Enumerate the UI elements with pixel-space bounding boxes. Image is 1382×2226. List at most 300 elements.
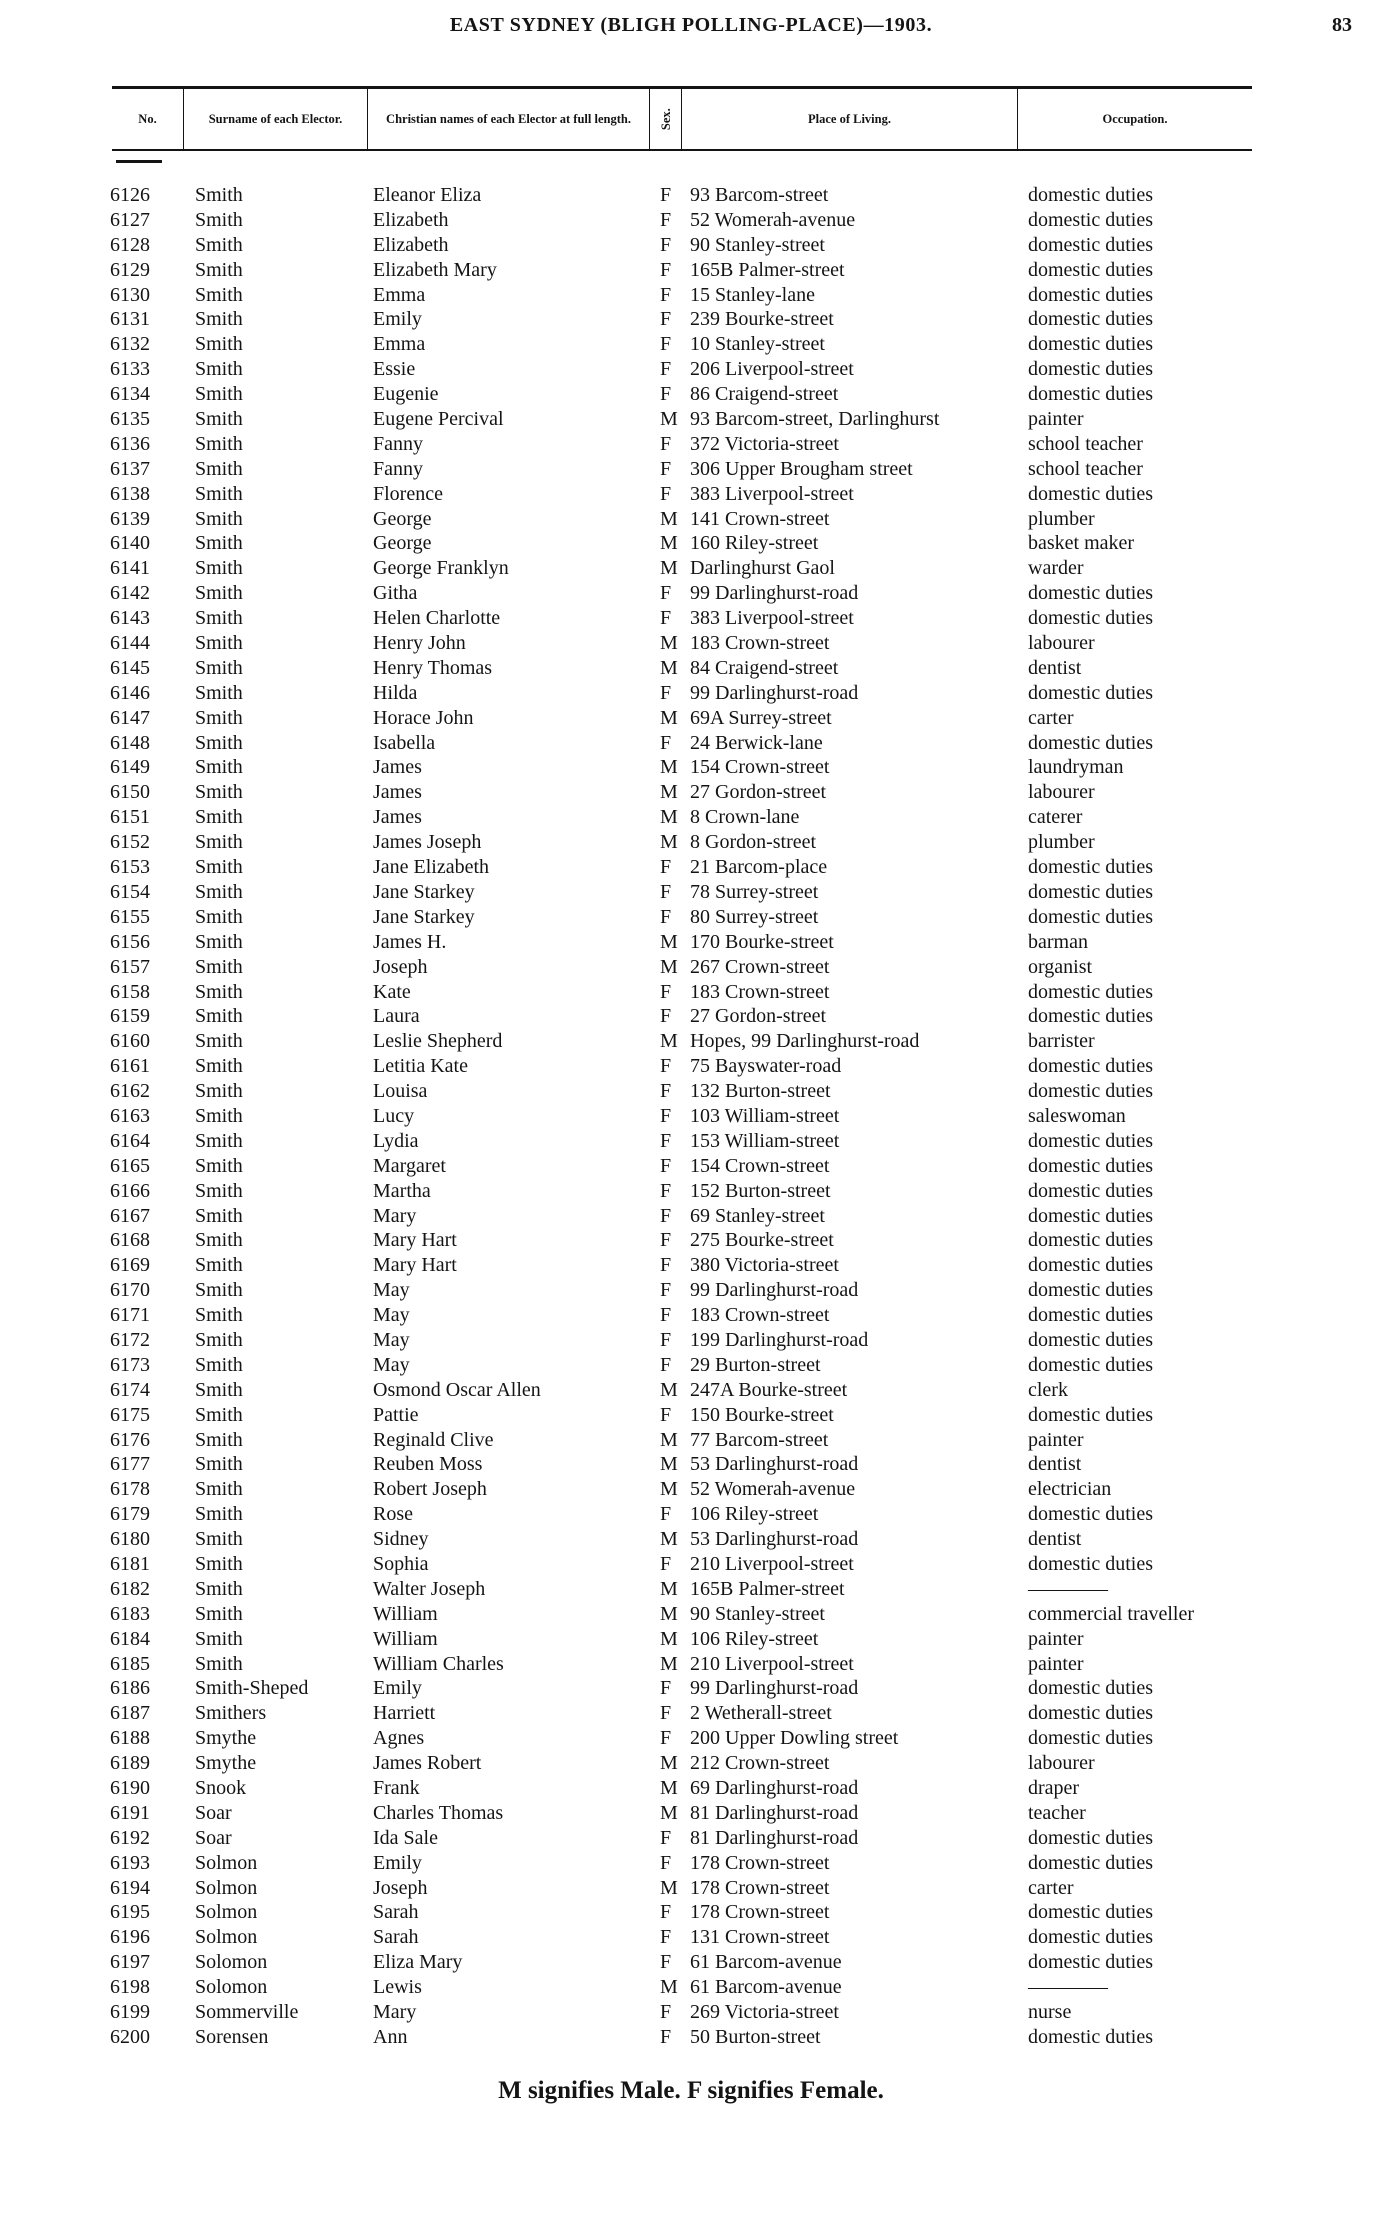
elector-number: 6150 xyxy=(110,781,150,804)
elector-number: 6129 xyxy=(110,258,150,281)
elector-surname: Smith xyxy=(195,1403,243,1426)
elector-occupation: domestic duties xyxy=(1028,1229,1153,1252)
elector-number: 6140 xyxy=(110,532,150,555)
elector-surname: Smith xyxy=(195,184,243,206)
table-row xyxy=(0,382,1382,407)
elector-surname: Snook xyxy=(195,1777,247,1799)
elector-number: 6146 xyxy=(110,681,150,704)
elector-surname: Smith xyxy=(195,582,243,605)
table-row xyxy=(0,1278,1382,1303)
elector-place-of-living: 99 Darlinghurst-road xyxy=(690,582,859,605)
elector-sex: F xyxy=(660,1080,672,1103)
table-row xyxy=(0,307,1382,332)
elector-christian-names: Jane Elizabeth xyxy=(373,856,490,879)
elector-occupation: domestic duties xyxy=(1028,1826,1153,1849)
elector-surname: Smith xyxy=(195,880,243,903)
elector-place-of-living: 86 Craigend-street xyxy=(690,383,839,406)
elector-surname: Smith xyxy=(195,482,243,505)
elector-surname: Smith xyxy=(195,283,243,306)
elector-sex: F xyxy=(660,308,672,331)
elector-number: 6134 xyxy=(110,383,150,406)
table-row xyxy=(0,1801,1382,1826)
elector-surname: Smith xyxy=(195,1602,243,1625)
elector-number: 6162 xyxy=(110,1080,150,1103)
elector-surname: Smith xyxy=(195,383,243,406)
elector-number: 6153 xyxy=(110,856,150,879)
elector-surname: Smith xyxy=(195,1154,243,1177)
elector-surname: Smith xyxy=(195,1577,243,1600)
elector-occupation: ———— xyxy=(1028,1976,1108,1999)
table-row xyxy=(0,1652,1382,1677)
elector-christian-names: Eliza Mary xyxy=(373,1951,463,1974)
table-row xyxy=(0,905,1382,930)
elector-christian-names: Elizabeth xyxy=(373,208,449,231)
elector-occupation: domestic duties xyxy=(1028,1951,1153,1974)
table-row xyxy=(0,556,1382,581)
table-row xyxy=(0,1552,1382,1577)
elector-surname: Smith xyxy=(195,607,243,630)
elector-number: 6182 xyxy=(110,1577,150,1600)
elector-christian-names: Hilda xyxy=(373,681,418,704)
elector-number: 6164 xyxy=(110,1129,150,1152)
elector-place-of-living: 183 Crown-street xyxy=(690,1304,830,1327)
elector-christian-names: James xyxy=(373,781,422,804)
elector-occupation: dentist xyxy=(1028,1528,1082,1551)
elector-sex: F xyxy=(660,1179,672,1202)
elector-occupation: caterer xyxy=(1028,806,1083,829)
table-row xyxy=(0,1054,1382,1079)
table-row xyxy=(0,755,1382,780)
column-header-occupation: Occupation. xyxy=(1102,111,1168,126)
elector-surname: Soar xyxy=(195,1801,232,1824)
elector-surname: Smith xyxy=(195,1030,243,1053)
elector-occupation: painter xyxy=(1028,1652,1084,1675)
elector-occupation: domestic duties xyxy=(1028,681,1153,704)
elector-sex: M xyxy=(660,532,678,555)
elector-surname: Smith xyxy=(195,1428,243,1451)
elector-number: 6152 xyxy=(110,831,150,854)
elector-place-of-living: 29 Burton-street xyxy=(690,1353,821,1376)
elector-place-of-living: 153 William-street xyxy=(690,1129,840,1152)
elector-place-of-living: 69 Stanley-street xyxy=(690,1204,825,1227)
elector-place-of-living: Hopes, 99 Darlinghurst-road xyxy=(690,1030,920,1053)
elector-number: 6194 xyxy=(110,1876,150,1899)
elector-occupation: domestic duties xyxy=(1028,582,1153,605)
elector-number: 6127 xyxy=(110,208,150,231)
elector-number: 6170 xyxy=(110,1279,150,1302)
table-row xyxy=(0,830,1382,855)
elector-occupation: domestic duties xyxy=(1028,980,1153,1003)
elector-christian-names: Elizabeth xyxy=(373,233,449,256)
elector-christian-names: Lydia xyxy=(373,1129,419,1152)
column-header-surname: Surname of each Elector. xyxy=(184,89,368,149)
elector-sex: F xyxy=(660,1926,672,1949)
column-header-place: Place of Living. xyxy=(682,89,1018,149)
elector-surname: Smith xyxy=(195,632,243,655)
elector-surname: Smith xyxy=(195,681,243,704)
table-row xyxy=(0,1527,1382,1552)
elector-christian-names: Sarah xyxy=(373,1901,419,1924)
elector-occupation: domestic duties xyxy=(1028,308,1153,331)
elector-occupation: domestic duties xyxy=(1028,880,1153,903)
elector-place-of-living: 21 Barcom-place xyxy=(690,856,828,879)
elector-christian-names: Elizabeth Mary xyxy=(373,258,497,281)
elector-number: 6181 xyxy=(110,1552,150,1575)
elector-christian-names: Osmond Oscar Allen xyxy=(373,1378,541,1401)
elector-sex: M xyxy=(660,1777,678,1799)
elector-christian-names: Margaret xyxy=(373,1154,446,1177)
elector-number: 6167 xyxy=(110,1204,150,1227)
elector-occupation: dentist xyxy=(1028,656,1082,679)
elector-place-of-living: 239 Bourke-street xyxy=(690,308,834,331)
elector-occupation: school teacher xyxy=(1028,432,1143,455)
elector-occupation: barrister xyxy=(1028,1030,1095,1053)
elector-sex: M xyxy=(660,1428,678,1451)
elector-sex: F xyxy=(660,1552,672,1575)
elector-sex: M xyxy=(660,706,678,729)
elector-sex: F xyxy=(660,1677,672,1700)
elector-occupation: school teacher xyxy=(1028,457,1143,480)
elector-sex: F xyxy=(660,208,672,231)
elector-number: 6190 xyxy=(110,1777,150,1799)
elector-christian-names: William Charles xyxy=(373,1652,504,1675)
table-row xyxy=(0,507,1382,532)
elector-sex: F xyxy=(660,681,672,704)
table-row xyxy=(0,1403,1382,1428)
elector-place-of-living: 152 Burton-street xyxy=(690,1179,831,1202)
elector-sex: F xyxy=(660,457,672,480)
elector-christian-names: Lewis xyxy=(373,1976,422,1999)
elector-number: 6163 xyxy=(110,1104,150,1127)
elector-place-of-living: 2 Wetherall-street xyxy=(690,1702,832,1725)
elector-sex: M xyxy=(660,1801,678,1824)
elector-christian-names: Sophia xyxy=(373,1552,429,1575)
elector-occupation: basket maker xyxy=(1028,532,1135,555)
elector-sex: F xyxy=(660,1403,672,1426)
elector-number: 6135 xyxy=(110,408,150,431)
elector-sex: M xyxy=(660,408,678,431)
elector-place-of-living: 8 Crown-lane xyxy=(690,806,800,829)
elector-sex: M xyxy=(660,1378,678,1401)
elector-place-of-living: 199 Darlinghurst-road xyxy=(690,1328,869,1351)
elector-number: 6177 xyxy=(110,1453,150,1476)
table-row xyxy=(0,1502,1382,1527)
elector-sex: F xyxy=(660,582,672,605)
elector-occupation: laundryman xyxy=(1028,756,1124,779)
elector-surname: Smith xyxy=(195,1005,243,1028)
elector-surname: Smith xyxy=(195,507,243,530)
elector-surname: Smith xyxy=(195,856,243,879)
elector-place-of-living: 99 Darlinghurst-road xyxy=(690,681,859,704)
elector-number: 6149 xyxy=(110,756,150,779)
elector-sex: F xyxy=(660,358,672,381)
elector-surname: Sommerville xyxy=(195,2001,299,2024)
elector-sex: F xyxy=(660,184,672,206)
elector-list xyxy=(0,183,1382,2050)
elector-place-of-living: 106 Riley-street xyxy=(690,1627,819,1650)
elector-christian-names: Emma xyxy=(373,283,426,306)
elector-number: 6148 xyxy=(110,731,150,754)
elector-sex: M xyxy=(660,1752,678,1775)
table-row xyxy=(0,233,1382,258)
elector-christian-names: Letitia Kate xyxy=(373,1055,468,1078)
elector-christian-names: Charles Thomas xyxy=(373,1801,504,1824)
elector-sex: F xyxy=(660,607,672,630)
elector-occupation: electrician xyxy=(1028,1478,1112,1501)
elector-place-of-living: 80 Surrey-street xyxy=(690,905,819,928)
elector-place-of-living: 69 Darlinghurst-road xyxy=(690,1777,859,1799)
elector-occupation: plumber xyxy=(1028,507,1095,530)
elector-surname: Smith xyxy=(195,1652,243,1675)
elector-occupation: domestic duties xyxy=(1028,1353,1153,1376)
elector-surname: Smith xyxy=(195,1055,243,1078)
elector-surname: Smith xyxy=(195,358,243,381)
table-row xyxy=(0,780,1382,805)
elector-christian-names: Mary Hart xyxy=(373,1229,457,1252)
elector-number: 6144 xyxy=(110,632,150,655)
elector-number: 6159 xyxy=(110,1005,150,1028)
elector-surname: Smith xyxy=(195,1204,243,1227)
elector-sex: F xyxy=(660,2025,672,2048)
elector-christian-names: Ida Sale xyxy=(373,1826,438,1849)
table-row xyxy=(0,1826,1382,1851)
elector-place-of-living: 27 Gordon-street xyxy=(690,781,827,804)
elector-occupation: organist xyxy=(1028,955,1093,978)
elector-sex: F xyxy=(660,1229,672,1252)
elector-sex: F xyxy=(660,1104,672,1127)
elector-surname: Solmon xyxy=(195,1901,258,1924)
elector-sex: F xyxy=(660,383,672,406)
elector-christian-names: Emily xyxy=(373,1851,422,1874)
elector-christian-names: Essie xyxy=(373,358,416,381)
elector-occupation: clerk xyxy=(1028,1378,1068,1401)
table-row xyxy=(0,482,1382,507)
elector-christian-names: Reuben Moss xyxy=(373,1453,483,1476)
elector-sex: F xyxy=(660,856,672,879)
table-row xyxy=(0,1900,1382,1925)
table-row xyxy=(0,805,1382,830)
elector-place-of-living: 200 Upper Dowling street xyxy=(690,1727,899,1750)
elector-occupation: domestic duties xyxy=(1028,1254,1153,1277)
table-row xyxy=(0,1676,1382,1701)
elector-surname: Smith xyxy=(195,1254,243,1277)
elector-place-of-living: 170 Bourke-street xyxy=(690,930,834,953)
elector-christian-names: Sarah xyxy=(373,1926,419,1949)
elector-number: 6166 xyxy=(110,1179,150,1202)
elector-place-of-living: 52 Womerah-avenue xyxy=(690,1478,856,1501)
elector-sex: M xyxy=(660,1876,678,1899)
elector-sex: M xyxy=(660,1602,678,1625)
elector-occupation: domestic duties xyxy=(1028,283,1153,306)
elector-surname: Smith xyxy=(195,1104,243,1127)
table-row xyxy=(0,1079,1382,1104)
elector-occupation: domestic duties xyxy=(1028,1926,1153,1949)
table-row xyxy=(0,1129,1382,1154)
elector-sex: F xyxy=(660,1254,672,1277)
table-row xyxy=(0,1602,1382,1627)
elector-place-of-living: 210 Liverpool-street xyxy=(690,1552,854,1575)
elector-surname: Smith xyxy=(195,781,243,804)
table-row xyxy=(0,1726,1382,1751)
elector-occupation: domestic duties xyxy=(1028,1901,1153,1924)
elector-sex: M xyxy=(660,756,678,779)
table-row xyxy=(0,1029,1382,1054)
elector-christian-names: Rose xyxy=(373,1503,413,1526)
table-row xyxy=(0,1477,1382,1502)
elector-place-of-living: 69A Surrey-street xyxy=(690,706,832,729)
elector-sex: F xyxy=(660,1826,672,1849)
elector-surname: Smith xyxy=(195,457,243,480)
elector-number: 6137 xyxy=(110,457,150,480)
elector-sex: F xyxy=(660,432,672,455)
elector-place-of-living: 131 Crown-street xyxy=(690,1926,830,1949)
elector-surname: Solmon xyxy=(195,1876,258,1899)
elector-occupation: domestic duties xyxy=(1028,1702,1153,1725)
table-row xyxy=(0,1950,1382,1975)
elector-number: 6173 xyxy=(110,1353,150,1376)
elector-sex: F xyxy=(660,880,672,903)
elector-place-of-living: 165B Palmer-street xyxy=(690,1577,845,1600)
elector-occupation: barman xyxy=(1028,930,1088,953)
table-row xyxy=(0,880,1382,905)
elector-surname: Sorensen xyxy=(195,2025,269,2048)
elector-surname: Smith xyxy=(195,706,243,729)
elector-christian-names: Jane Starkey xyxy=(373,905,475,928)
table-row xyxy=(0,407,1382,432)
elector-christian-names: Leslie Shepherd xyxy=(373,1030,503,1053)
elector-surname: Smith xyxy=(195,1129,243,1152)
elector-sex: F xyxy=(660,333,672,356)
elector-surname: Smythe xyxy=(195,1752,257,1775)
elector-number: 6197 xyxy=(110,1951,150,1974)
elector-place-of-living: 267 Crown-street xyxy=(690,955,830,978)
elector-sex: M xyxy=(660,656,678,679)
table-row xyxy=(0,1577,1382,1602)
elector-place-of-living: 78 Surrey-street xyxy=(690,880,819,903)
table-row xyxy=(0,631,1382,656)
elector-number: 6179 xyxy=(110,1503,150,1526)
table-row xyxy=(0,208,1382,233)
elector-occupation: warder xyxy=(1028,557,1084,580)
elector-occupation: domestic duties xyxy=(1028,2025,1153,2048)
table-row xyxy=(0,1925,1382,1950)
elector-sex: F xyxy=(660,1204,672,1227)
elector-surname: Smith xyxy=(195,557,243,580)
page-number: 83 xyxy=(1332,14,1352,36)
elector-number: 6186 xyxy=(110,1677,150,1700)
elector-sex: F xyxy=(660,731,672,754)
elector-christian-names: May xyxy=(373,1328,410,1351)
elector-occupation: domestic duties xyxy=(1028,1552,1153,1575)
elector-place-of-living: 212 Crown-street xyxy=(690,1752,830,1775)
elector-number: 6185 xyxy=(110,1652,150,1675)
elector-place-of-living: 165B Palmer-street xyxy=(690,258,845,281)
elector-number: 6151 xyxy=(110,806,150,829)
table-row xyxy=(0,1228,1382,1253)
elector-sex: F xyxy=(660,2001,672,2024)
elector-surname: Smith xyxy=(195,980,243,1003)
column-header-row xyxy=(112,86,1252,151)
elector-occupation: ———— xyxy=(1028,1577,1108,1600)
elector-sex: F xyxy=(660,233,672,256)
elector-place-of-living: 380 Victoria-street xyxy=(690,1254,839,1277)
elector-surname: Smith xyxy=(195,432,243,455)
elector-sex: M xyxy=(660,1577,678,1600)
table-row xyxy=(0,1104,1382,1129)
elector-surname: Smith xyxy=(195,1552,243,1575)
elector-christian-names: George Franklyn xyxy=(373,557,509,580)
elector-number: 6176 xyxy=(110,1428,150,1451)
elector-surname: Smith-Sheped xyxy=(195,1677,309,1700)
elector-occupation: nurse xyxy=(1028,2001,1072,2024)
elector-place-of-living: 24 Berwick-lane xyxy=(690,731,823,754)
elector-christian-names: Emily xyxy=(373,1677,422,1700)
table-row xyxy=(0,2000,1382,2025)
elector-surname: Smith xyxy=(195,208,243,231)
elector-surname: Smith xyxy=(195,1304,243,1327)
table-row xyxy=(0,1776,1382,1801)
elector-occupation: painter xyxy=(1028,408,1084,431)
elector-occupation: draper xyxy=(1028,1777,1080,1799)
elector-place-of-living: 372 Victoria-street xyxy=(690,432,839,455)
elector-sex: F xyxy=(660,1279,672,1302)
elector-christian-names: George xyxy=(373,532,432,555)
elector-place-of-living: 81 Darlinghurst-road xyxy=(690,1801,859,1824)
elector-surname: Smith xyxy=(195,831,243,854)
elector-surname: Smith xyxy=(195,1503,243,1526)
elector-sex: F xyxy=(660,1304,672,1327)
elector-sex: M xyxy=(660,1976,678,1999)
elector-number: 6131 xyxy=(110,308,150,331)
elector-sex: M xyxy=(660,831,678,854)
elector-sex: M xyxy=(660,632,678,655)
elector-surname: Smith xyxy=(195,1528,243,1551)
table-row xyxy=(0,1428,1382,1453)
table-row xyxy=(0,1751,1382,1776)
elector-surname: Smith xyxy=(195,806,243,829)
elector-occupation: domestic duties xyxy=(1028,233,1153,256)
elector-sex: F xyxy=(660,980,672,1003)
elector-christian-names: Mary Hart xyxy=(373,1254,457,1277)
table-row xyxy=(0,432,1382,457)
elector-sex: F xyxy=(660,1503,672,1526)
table-row xyxy=(0,1701,1382,1726)
elector-place-of-living: 178 Crown-street xyxy=(690,1851,830,1874)
elector-place-of-living: 154 Crown-street xyxy=(690,1154,830,1177)
elector-number: 6189 xyxy=(110,1752,150,1775)
elector-christian-names: Reginald Clive xyxy=(373,1428,494,1451)
elector-occupation: carter xyxy=(1028,1876,1074,1899)
elector-christian-names: Louisa xyxy=(373,1080,428,1103)
elector-occupation: domestic duties xyxy=(1028,1179,1153,1202)
elector-number: 6183 xyxy=(110,1602,150,1625)
elector-sex: F xyxy=(660,1727,672,1750)
elector-place-of-living: 61 Barcom-avenue xyxy=(690,1951,842,1974)
elector-place-of-living: Darlinghurst Gaol xyxy=(690,557,835,580)
table-row xyxy=(0,1378,1382,1403)
elector-place-of-living: 53 Darlinghurst-road xyxy=(690,1528,859,1551)
column-header-sex-label: Sex. xyxy=(658,108,673,130)
elector-christian-names: Jane Starkey xyxy=(373,880,475,903)
elector-surname: Smith xyxy=(195,1478,243,1501)
elector-christian-names: Fanny xyxy=(373,457,423,480)
elector-place-of-living: 269 Victoria-street xyxy=(690,2001,839,2024)
elector-christian-names: Eugene Percival xyxy=(373,408,504,431)
elector-number: 6156 xyxy=(110,930,150,953)
table-row xyxy=(0,283,1382,308)
elector-occupation: domestic duties xyxy=(1028,1727,1153,1750)
elector-place-of-living: 50 Burton-street xyxy=(690,2025,821,2048)
